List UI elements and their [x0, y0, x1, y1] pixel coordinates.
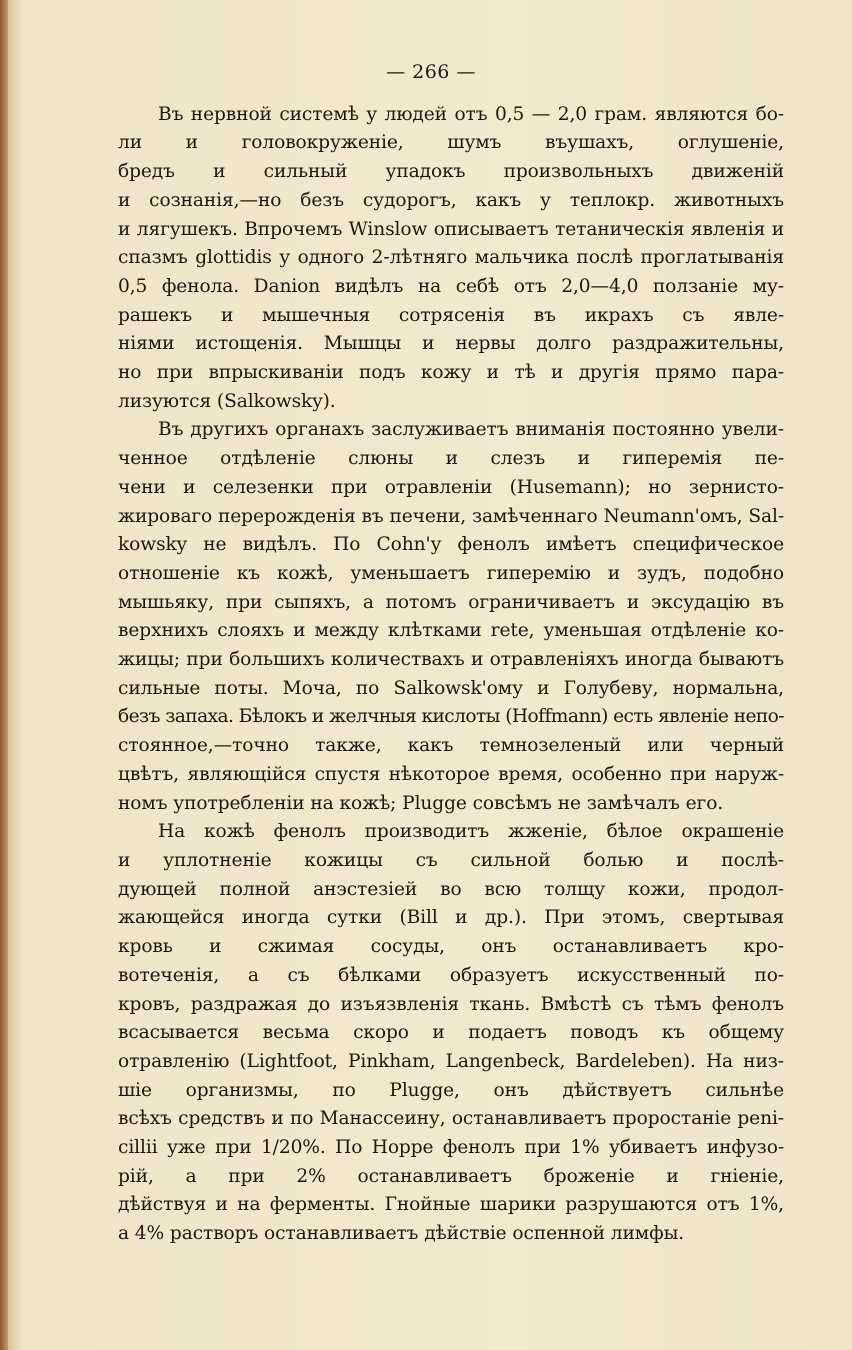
- text-line: мышьяку, при сыпяхъ, а потомъ ограничиваетъ и эксудацiю въ: [118, 591, 784, 613]
- text-line: кровь и сжимая сосуды, онъ останавливаетъ кро-: [118, 936, 784, 958]
- text-line: ченное отдѣленiе слюны и слезъ и гиперемiя пе-: [118, 448, 784, 470]
- body-text: [78, 101, 784, 1249]
- text-line: и сознанiя,—но безъ судорогъ, какъ у теплокр. животныхъ: [118, 189, 784, 211]
- text-line: отравленiю (Lightfoot, Pinkham, Langenbeck, Bardeleben). На низ-: [118, 1050, 784, 1072]
- text-line: Въ другихъ органахъ заслуживаетъ вниманiя постоянно увели-: [158, 419, 784, 441]
- text-line: рашекъ и мышечныя сотрясенiя въ икрахъ съ явле-: [118, 304, 784, 326]
- text-line: и уплотненiе кожицы съ сильной болью и послѣ-: [118, 849, 784, 871]
- text-line: номъ употребленiи на кожѣ; Plugge совсѣмъ не замѣчалъ его.: [118, 792, 724, 814]
- text-line: отношенiе къ кожѣ, уменьшаетъ гиперемiю и зудъ, подобно: [118, 562, 784, 584]
- text-line: шiе организмы, по Plugge, онъ дѣйствуетъ сильнѣе: [118, 1079, 784, 1101]
- text-line: и лягушекъ. Впрочемъ Winslow описываетъ тетаническiя явленiя и: [118, 218, 784, 240]
- page-number: — 266 —: [386, 61, 476, 83]
- text-line: всасывается весьма скоро и подаетъ поводъ къ общему: [118, 1022, 784, 1044]
- text-line: 0,5 фенола. Danion видѣлъ на себѣ отъ 2,0—4,0 ползанiе му-: [118, 275, 784, 297]
- text-line: а 4% растворъ останавливаетъ дѣйствiе оспенной лимфы.: [118, 1223, 685, 1245]
- text-line: стоянное,—точно также, какъ темнозеленый или черный: [118, 735, 784, 757]
- text-line: но при впрыскиванiи подъ кожу и тѣ и другiя прямо пара-: [118, 362, 784, 384]
- text-line: верхнихъ слояхъ и между клѣтками rete, уменьшая отдѣленiе ко-: [118, 620, 784, 642]
- text-line: вотеченiя, а съ бѣлками образуетъ искусственный по-: [118, 964, 784, 986]
- text-line: цвѣтъ, являющiйся спустя нѣкоторое время, особенно при наруж-: [118, 763, 784, 785]
- text-line: жироваго перерожденiя въ печени, замѣченнаго Neumann'омъ, Sal-: [118, 505, 784, 527]
- page-content: [78, 58, 784, 1249]
- paragraph: [78, 416, 784, 818]
- paragraph: [78, 101, 784, 417]
- paragraph: [78, 818, 784, 1249]
- text-line: безъ запаха. Бѣлокъ и желчныя кислоты (Hoffmann) есть явленiе непо-: [118, 706, 784, 728]
- text-line: cillii уже при 1/20%. По Hoppe фенолъ при 1% убиваетъ инфузо-: [118, 1137, 784, 1159]
- text-line: kowsky не видѣлъ. По Cohn'у фенолъ имѣетъ специфическое: [118, 534, 784, 556]
- text-line: лизуются (Salkowsky).: [118, 390, 336, 412]
- text-line: жицы; при большихъ количествахъ и отравленiяхъ иногда бываютъ: [118, 649, 784, 671]
- text-line: нiями истощенiя. Мышцы и нервы долго раздражительны,: [118, 333, 784, 355]
- text-line: дующей полной анэстезiей во всю толщу кожи, продол-: [118, 878, 784, 900]
- text-line: спазмъ glottidis у одного 2-лѣтняго мальчика послѣ проглатыванiя: [118, 247, 784, 269]
- text-line: чени и селезенки при отравленiи (Husemann); но зернисто-: [118, 476, 784, 498]
- text-line: рiй, а при 2% останавливаетъ броженiе и гнiенiе,: [118, 1165, 784, 1187]
- text-line: ли и головокруженiе, шумъ въушахъ, оглушенiе,: [118, 132, 784, 154]
- text-line: жающейся иногда сутки (Bill и др.). При этомъ, свертывая: [118, 907, 784, 929]
- page-spine-edge: [0, 0, 8, 1350]
- text-line: бредъ и сильный упадокъ произвольныхъ движенiй: [118, 161, 784, 183]
- text-line: всѣхъ средствъ и по Манассеину, останавливаетъ проростанiе peni-: [118, 1108, 784, 1130]
- text-line: сильные поты. Моча, по Salkowsk'ому и Голубеву, нормальна,: [118, 677, 784, 699]
- text-line: дѣйствуя и на ферменты. Гнойные шарики разрушаются отъ 1%,: [118, 1194, 784, 1216]
- text-line: На кожѣ фенолъ производитъ жженiе, бѣлое окрашенiе: [158, 821, 784, 843]
- text-line: Въ нервной системѣ у людей отъ 0,5 — 2,0 грам. являются бо-: [158, 103, 784, 125]
- text-line: кровъ, раздражая до изъязвленiя ткань. Вмѣстѣ съ тѣмъ фенолъ: [118, 993, 784, 1015]
